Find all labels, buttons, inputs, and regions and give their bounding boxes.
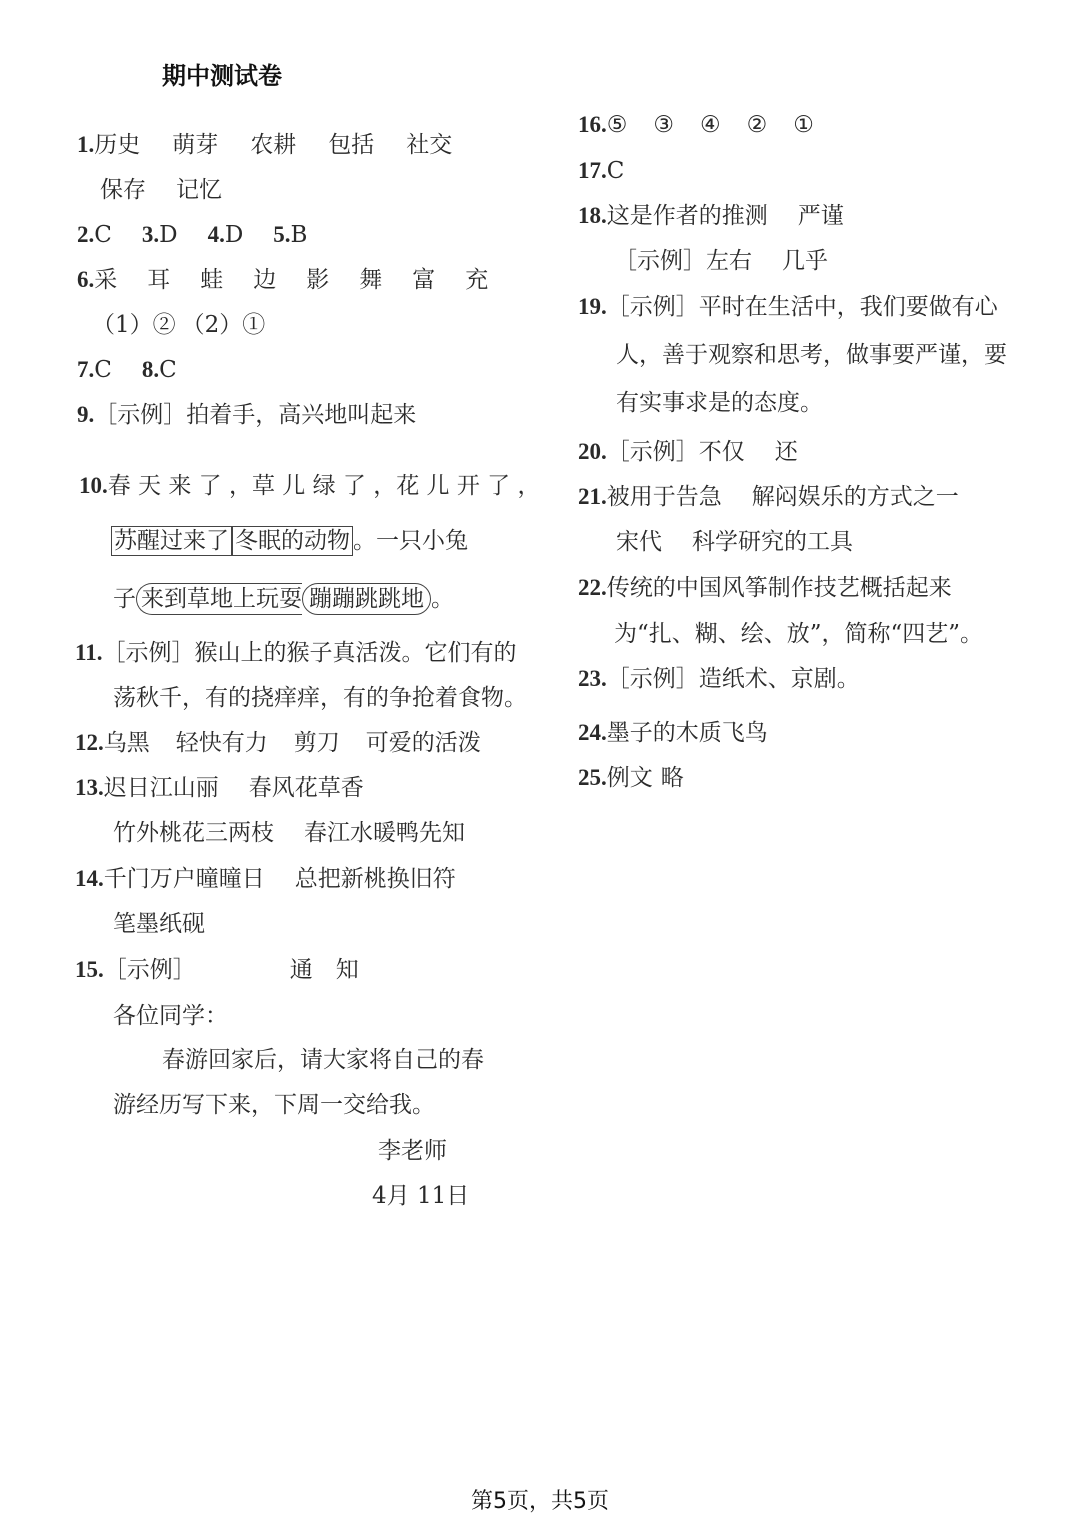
answer-text: 严谨 [797, 203, 844, 229]
answer-text: 宋代 [616, 529, 662, 555]
answer-11-line2 [113, 683, 527, 713]
answer-text: 轻快有力 [175, 730, 268, 756]
answer-1 [77, 130, 452, 160]
question-number: 10. [79, 473, 108, 498]
answer-text: 被用于告急 [606, 484, 722, 510]
answer-22-line2: 为“扎、糊、绘、放”，简称“四艺”。 [614, 621, 984, 647]
notice-greeting: 各位同学： [113, 1003, 228, 1029]
question-number: 25. [578, 765, 607, 790]
question-number: 4. [207, 222, 225, 247]
answer-text: ② [746, 112, 768, 138]
answer-22 [578, 573, 952, 603]
answer-text: 迟日江山丽 [103, 775, 219, 801]
answer-text: C [94, 357, 112, 383]
answer-text: 社交 [406, 132, 453, 158]
answer-21-continued [616, 527, 853, 557]
answer-15 [75, 955, 359, 985]
answer-text: 影 [306, 267, 330, 293]
answer-17 [578, 156, 624, 186]
answer-1-continued [100, 175, 222, 205]
answer-text: 春江水暖鸭先知 [304, 820, 465, 846]
question-number: 15. [75, 957, 104, 982]
answer-13-continued [113, 818, 465, 848]
circled-phrase: 蹦蹦跳跳地 [302, 583, 431, 615]
answer-20 [578, 437, 798, 467]
answer-text: 可爱的活泼 [365, 730, 481, 756]
answer-text: 传统的中国风筝制作技艺概括起来 [606, 575, 952, 601]
question-number: 20. [578, 439, 607, 464]
notice-signature: 李老师 [378, 1138, 447, 1164]
answer-text: 舞 [359, 267, 383, 293]
answer-text: 墨子的木质飞鸟 [606, 720, 768, 746]
answer-19 [578, 292, 998, 322]
answer-text: 解闷娱乐的方式之一 [751, 484, 959, 510]
question-number: 5. [273, 222, 291, 247]
answer-text: ① [793, 112, 814, 138]
notice-body-line: 游经历写下来，下周一交给我。 [113, 1092, 435, 1118]
question-number: 11. [75, 640, 103, 665]
answer-11 [75, 638, 516, 668]
answer-text: 。 [431, 586, 454, 612]
question-number: 22. [578, 575, 607, 600]
answer-text: C [94, 222, 112, 248]
answer-text: ［示例］ [103, 957, 196, 983]
question-number: 21. [578, 484, 607, 509]
answer-text: 蛙 [200, 267, 224, 293]
question-number: 7. [77, 357, 95, 382]
answer-text: ［示例］猴山上的猴子真活泼。它们有的 [102, 640, 517, 666]
question-number: 17. [578, 158, 607, 183]
answer-19-line2: 人，善于观察和思考，做事要严谨，要 [616, 342, 1007, 368]
answer-10-line3 [113, 583, 454, 615]
answer-text: 充 [465, 267, 489, 293]
answers-7-8 [77, 355, 177, 385]
answer-text: 这是作者的推测 [606, 203, 768, 229]
question-number: 1. [77, 132, 95, 157]
question-number: 16. [578, 112, 607, 137]
question-number: 13. [75, 775, 104, 800]
answer-text: 春 天 来 了 ，草 儿 绿 了 ，花 儿 开 了 ， [107, 473, 541, 499]
answer-text: 记忆 [176, 177, 222, 203]
answer-text: ［示例］左右 [614, 248, 752, 274]
answer-text: 剪刀 [293, 730, 340, 756]
question-number: 23. [578, 666, 607, 691]
answer-text: 笔墨纸砚 [113, 911, 205, 937]
answer-text: C [606, 158, 625, 184]
answer-text: ③ [653, 112, 674, 138]
answer-text: 富 [412, 267, 436, 293]
answer-text: 竹外桃花三两枝 [113, 820, 274, 846]
answer-text: D [159, 222, 178, 248]
question-number: 12. [75, 730, 104, 755]
answer-14-continued [113, 909, 205, 939]
answer-9 [77, 400, 416, 430]
answer-text: 乌黑 [103, 730, 150, 756]
answer-text: 荡秋千，有的挠痒痒，有的争抢着食物。 [113, 685, 527, 711]
answer-16 [578, 110, 814, 140]
answer-text: 几乎 [782, 248, 828, 274]
answer-text: 边 [253, 267, 277, 293]
answer-6 [77, 265, 488, 295]
answer-text: 耳 [147, 267, 171, 293]
answer-text: 还 [774, 439, 798, 465]
question-number: 14. [75, 866, 104, 891]
answer-text: 千门万户曈曈日 [103, 866, 265, 892]
answer-13 [75, 773, 364, 803]
answer-text: （2）① [181, 312, 266, 338]
arc-marked-phrase: 来到草地上玩耍 [136, 583, 302, 615]
answer-text: 子 [113, 586, 136, 612]
answer-18-continued [614, 246, 828, 276]
page-number-footer: 第5页，共5页 [471, 1489, 609, 1514]
answer-12 [75, 728, 481, 758]
answer-text: 总把新桃换旧符 [294, 866, 456, 892]
question-number: 6. [77, 267, 95, 292]
answer-text: B [290, 222, 308, 248]
answer-18 [578, 201, 844, 231]
answer-19-line3: 有实事求是的态度。 [616, 390, 823, 416]
notice-body-line: 春游回家后，请大家将自己的春 [162, 1047, 484, 1073]
answer-text: ［示例］平时在生活中，我们要做有心 [606, 294, 998, 320]
answer-23 [578, 664, 860, 694]
answer-text: ④ [700, 112, 721, 138]
answer-text: 萌芽 [172, 132, 219, 158]
answer-25 [578, 763, 684, 793]
answer-10-line2 [111, 526, 468, 556]
question-number: 18. [578, 203, 607, 228]
answer-text: 历史 [94, 132, 141, 158]
question-number: 19. [578, 294, 607, 319]
answer-21 [578, 482, 959, 512]
answer-text: 例文 [606, 765, 653, 791]
question-number: 8. [141, 357, 160, 382]
question-number: 9. [77, 402, 95, 427]
answer-text: ⑤ [606, 112, 628, 138]
notice-heading: 通 知 [289, 957, 359, 983]
answer-text: 。一只小兔 [353, 528, 468, 554]
answer-14 [75, 864, 456, 894]
answer-10 [79, 471, 540, 501]
answer-text: （1）② [92, 312, 176, 338]
answer-24 [578, 718, 768, 748]
answer-text: 包括 [328, 132, 375, 158]
answer-text: C [159, 357, 177, 383]
question-number: 24. [578, 720, 607, 745]
answer-6-sub [92, 310, 265, 340]
answer-text: 农耕 [250, 132, 297, 158]
boxed-phrase: 冬眠的动物 [232, 526, 353, 556]
answer-text: 春风花草香 [248, 775, 364, 801]
answer-text: ［示例］拍着手，高兴地叫起来 [94, 402, 417, 428]
answer-text: ［示例］造纸术、京剧。 [606, 666, 860, 692]
boxed-phrase: 苏醒过来了 [111, 526, 232, 556]
page-title: 期中测试卷 [162, 62, 282, 90]
answer-text: 科学研究的工具 [692, 529, 853, 555]
question-number: 3. [141, 222, 160, 247]
answers-2-5 [77, 220, 307, 250]
answer-text: 保存 [100, 177, 146, 203]
question-number: 2. [77, 222, 95, 247]
answer-text: D [224, 222, 244, 248]
answer-text: ［示例］不仅 [606, 439, 745, 465]
notice-date: 4月 11日 [372, 1183, 470, 1209]
answer-text: 采 [94, 267, 118, 293]
answer-text: 略 [660, 765, 684, 791]
